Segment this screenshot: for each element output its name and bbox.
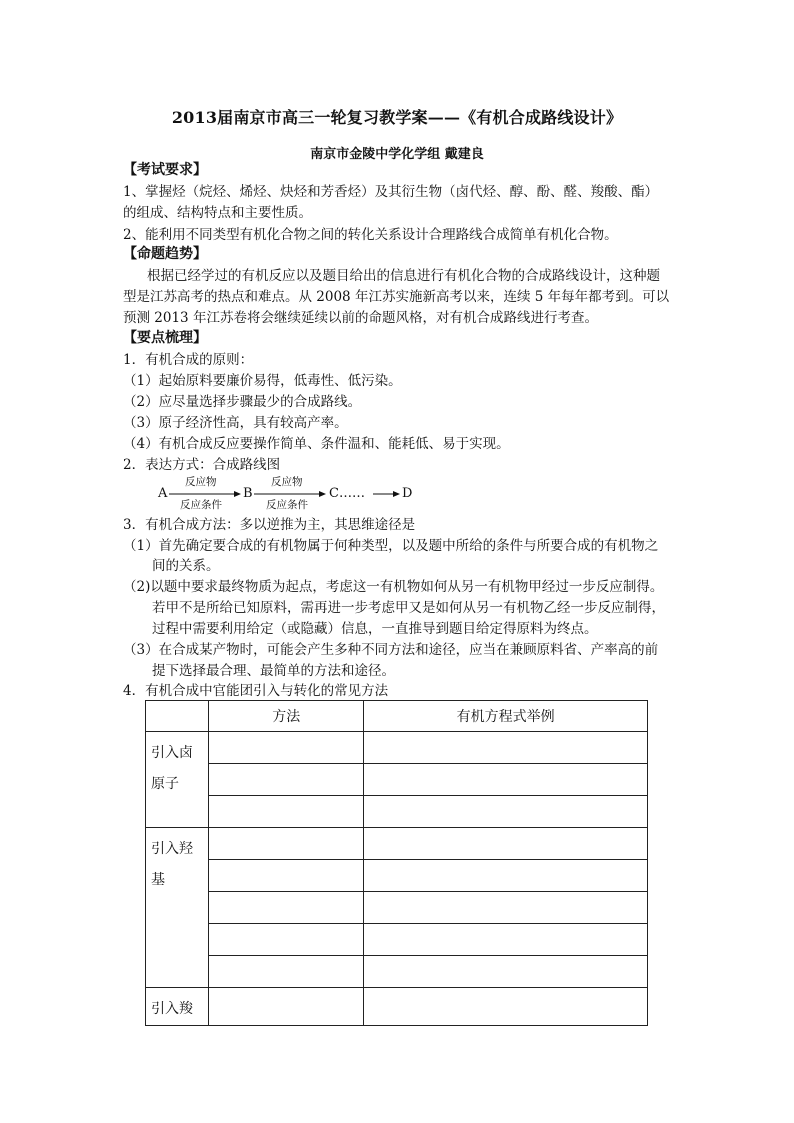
method-cell[interactable] [209, 988, 364, 1026]
method-item-2c: 过程中需要利用给定（或隐藏）信息，一直推导到题目给定得原料为终点。 [152, 621, 598, 637]
category-label-line: 引入羟 [151, 841, 193, 857]
equation-cell[interactable] [364, 732, 648, 764]
method-cell[interactable] [209, 828, 364, 860]
method-cell[interactable] [209, 764, 364, 796]
principles-title: 1．有机合成的原则： [123, 352, 254, 368]
method-item-3a: （3）在合成某产物时，可能会产生多种不同方法和途径，应当在兼顾原料省、产率高的前 [123, 642, 659, 658]
equation-cell[interactable] [364, 956, 648, 988]
table-row [146, 956, 648, 988]
table-row [146, 828, 648, 860]
exam-requirements-heading: 【考试要求】 [123, 162, 207, 178]
method-cell[interactable] [209, 924, 364, 956]
category-label-line: 引入卤 [151, 745, 193, 761]
method-cell[interactable] [209, 956, 364, 988]
table-row [146, 860, 648, 892]
method-cell[interactable] [209, 860, 364, 892]
category-carboxyl [146, 988, 209, 1026]
route-reactant-label-2: 反应物 [271, 476, 303, 488]
synthesis-route-diagram [158, 473, 428, 513]
principle-item-4: （4）有机合成反应要操作简单、条件温和、能耗低、易于实现。 [123, 436, 510, 452]
table-header-method: 方法 [209, 701, 364, 732]
route-condition-label-2: 反应条件 [266, 499, 308, 511]
trend-line-1: 根据已经学过的有机反应以及题目给出的信息进行有机化合物的合成路线设计，这种题 [147, 268, 660, 284]
key-points-heading: 【要点梳理】 [123, 330, 207, 346]
method-item-2b: 若甲不是所给已知原料，需再进一步考虑甲又是如何从另一有机物乙经一步反应制得， [152, 600, 665, 616]
route-node-b: B [243, 486, 253, 501]
method-item-1a: （1）首先确定要合成的有机物属于何种类型，以及题中所给的条件与所要合成的有机物之 [123, 538, 659, 554]
route-condition-label-1: 反应条件 [180, 499, 222, 511]
equation-cell[interactable] [364, 764, 648, 796]
equation-cell[interactable] [364, 860, 648, 892]
method-item-2a: （2)以题中要求最终物质为起点，考虑这一有机物如何从另一有机物甲经过一步反应制得。 [123, 579, 664, 595]
trend-line-2: 型是江苏高考的热点和难点。从 2008 年江苏实施新高考以来，连续 5 年每年都考到。可以 [123, 289, 670, 305]
table-row [146, 764, 648, 796]
table-header-row [146, 701, 648, 732]
table-row [146, 796, 648, 828]
method-cell[interactable] [209, 892, 364, 924]
category-label-line: 原子 [151, 776, 179, 792]
equation-cell[interactable] [364, 924, 648, 956]
equation-cell[interactable] [364, 988, 648, 1026]
table-header-equation: 有机方程式举例 [364, 701, 648, 732]
method-item-1b: 间的关系。 [152, 558, 220, 574]
principle-item-1: （1）起始原料要廉价易得，低毒性、低污染。 [123, 373, 402, 389]
category-halogen [146, 732, 209, 828]
exam-req-line-3: 2、能利用不同类型有机化合物之间的转化关系设计合理路线合成简单有机化合物。 [123, 227, 618, 243]
route-node-a: A [158, 486, 168, 501]
trend-heading: 【命题趋势】 [123, 246, 207, 262]
table-header-blank [146, 701, 209, 732]
table-row [146, 988, 648, 1026]
category-hydroxyl [146, 828, 209, 988]
table-row [146, 924, 648, 956]
method-item-3b: 提下选择最合理、最简单的方法和途径。 [152, 663, 395, 679]
expression-title: 2．表达方式：合成路线图 [123, 457, 281, 473]
table-row [146, 892, 648, 924]
author-line: 南京市金陵中学化学组 戴建良 [310, 147, 484, 162]
functional-group-title: 4．有机合成中官能团引入与转化的常见方法 [123, 683, 389, 699]
functional-group-table [145, 700, 648, 1026]
equation-cell[interactable] [364, 892, 648, 924]
category-label-line: 基 [151, 872, 165, 888]
category-label-line: 引入羧 [151, 1001, 193, 1017]
route-reactant-label-1: 反应物 [185, 476, 217, 488]
exam-req-line-1: 1、掌握烃（烷烃、烯烃、炔烃和芳香烃）及其衍生物（卤代烃、醇、酚、醛、羧酸、酯） [123, 184, 659, 200]
route-node-c: C…… [329, 486, 365, 501]
equation-cell[interactable] [364, 796, 648, 828]
principle-item-2: （2）应尽量选择步骤最少的合成路线。 [123, 394, 362, 410]
method-cell[interactable] [209, 796, 364, 828]
equation-cell[interactable] [364, 828, 648, 860]
table-row [146, 732, 648, 764]
method-cell[interactable] [209, 732, 364, 764]
method-title: 3．有机合成方法：多以逆推为主，其思维途径是 [123, 517, 416, 533]
trend-line-3: 预测 2013 年江苏卷将会继续延续以前的命题风格，对有机合成路线进行考查。 [123, 310, 598, 326]
exam-req-line-2: 的组成、结构特点和主要性质。 [123, 205, 312, 221]
document-title: 2013届南京市高三一轮复习教学案——《有机合成路线设计》 [171, 108, 623, 127]
principle-item-3: （3）原子经济性高，具有较高产率。 [123, 415, 348, 431]
route-node-d: D [402, 486, 413, 501]
